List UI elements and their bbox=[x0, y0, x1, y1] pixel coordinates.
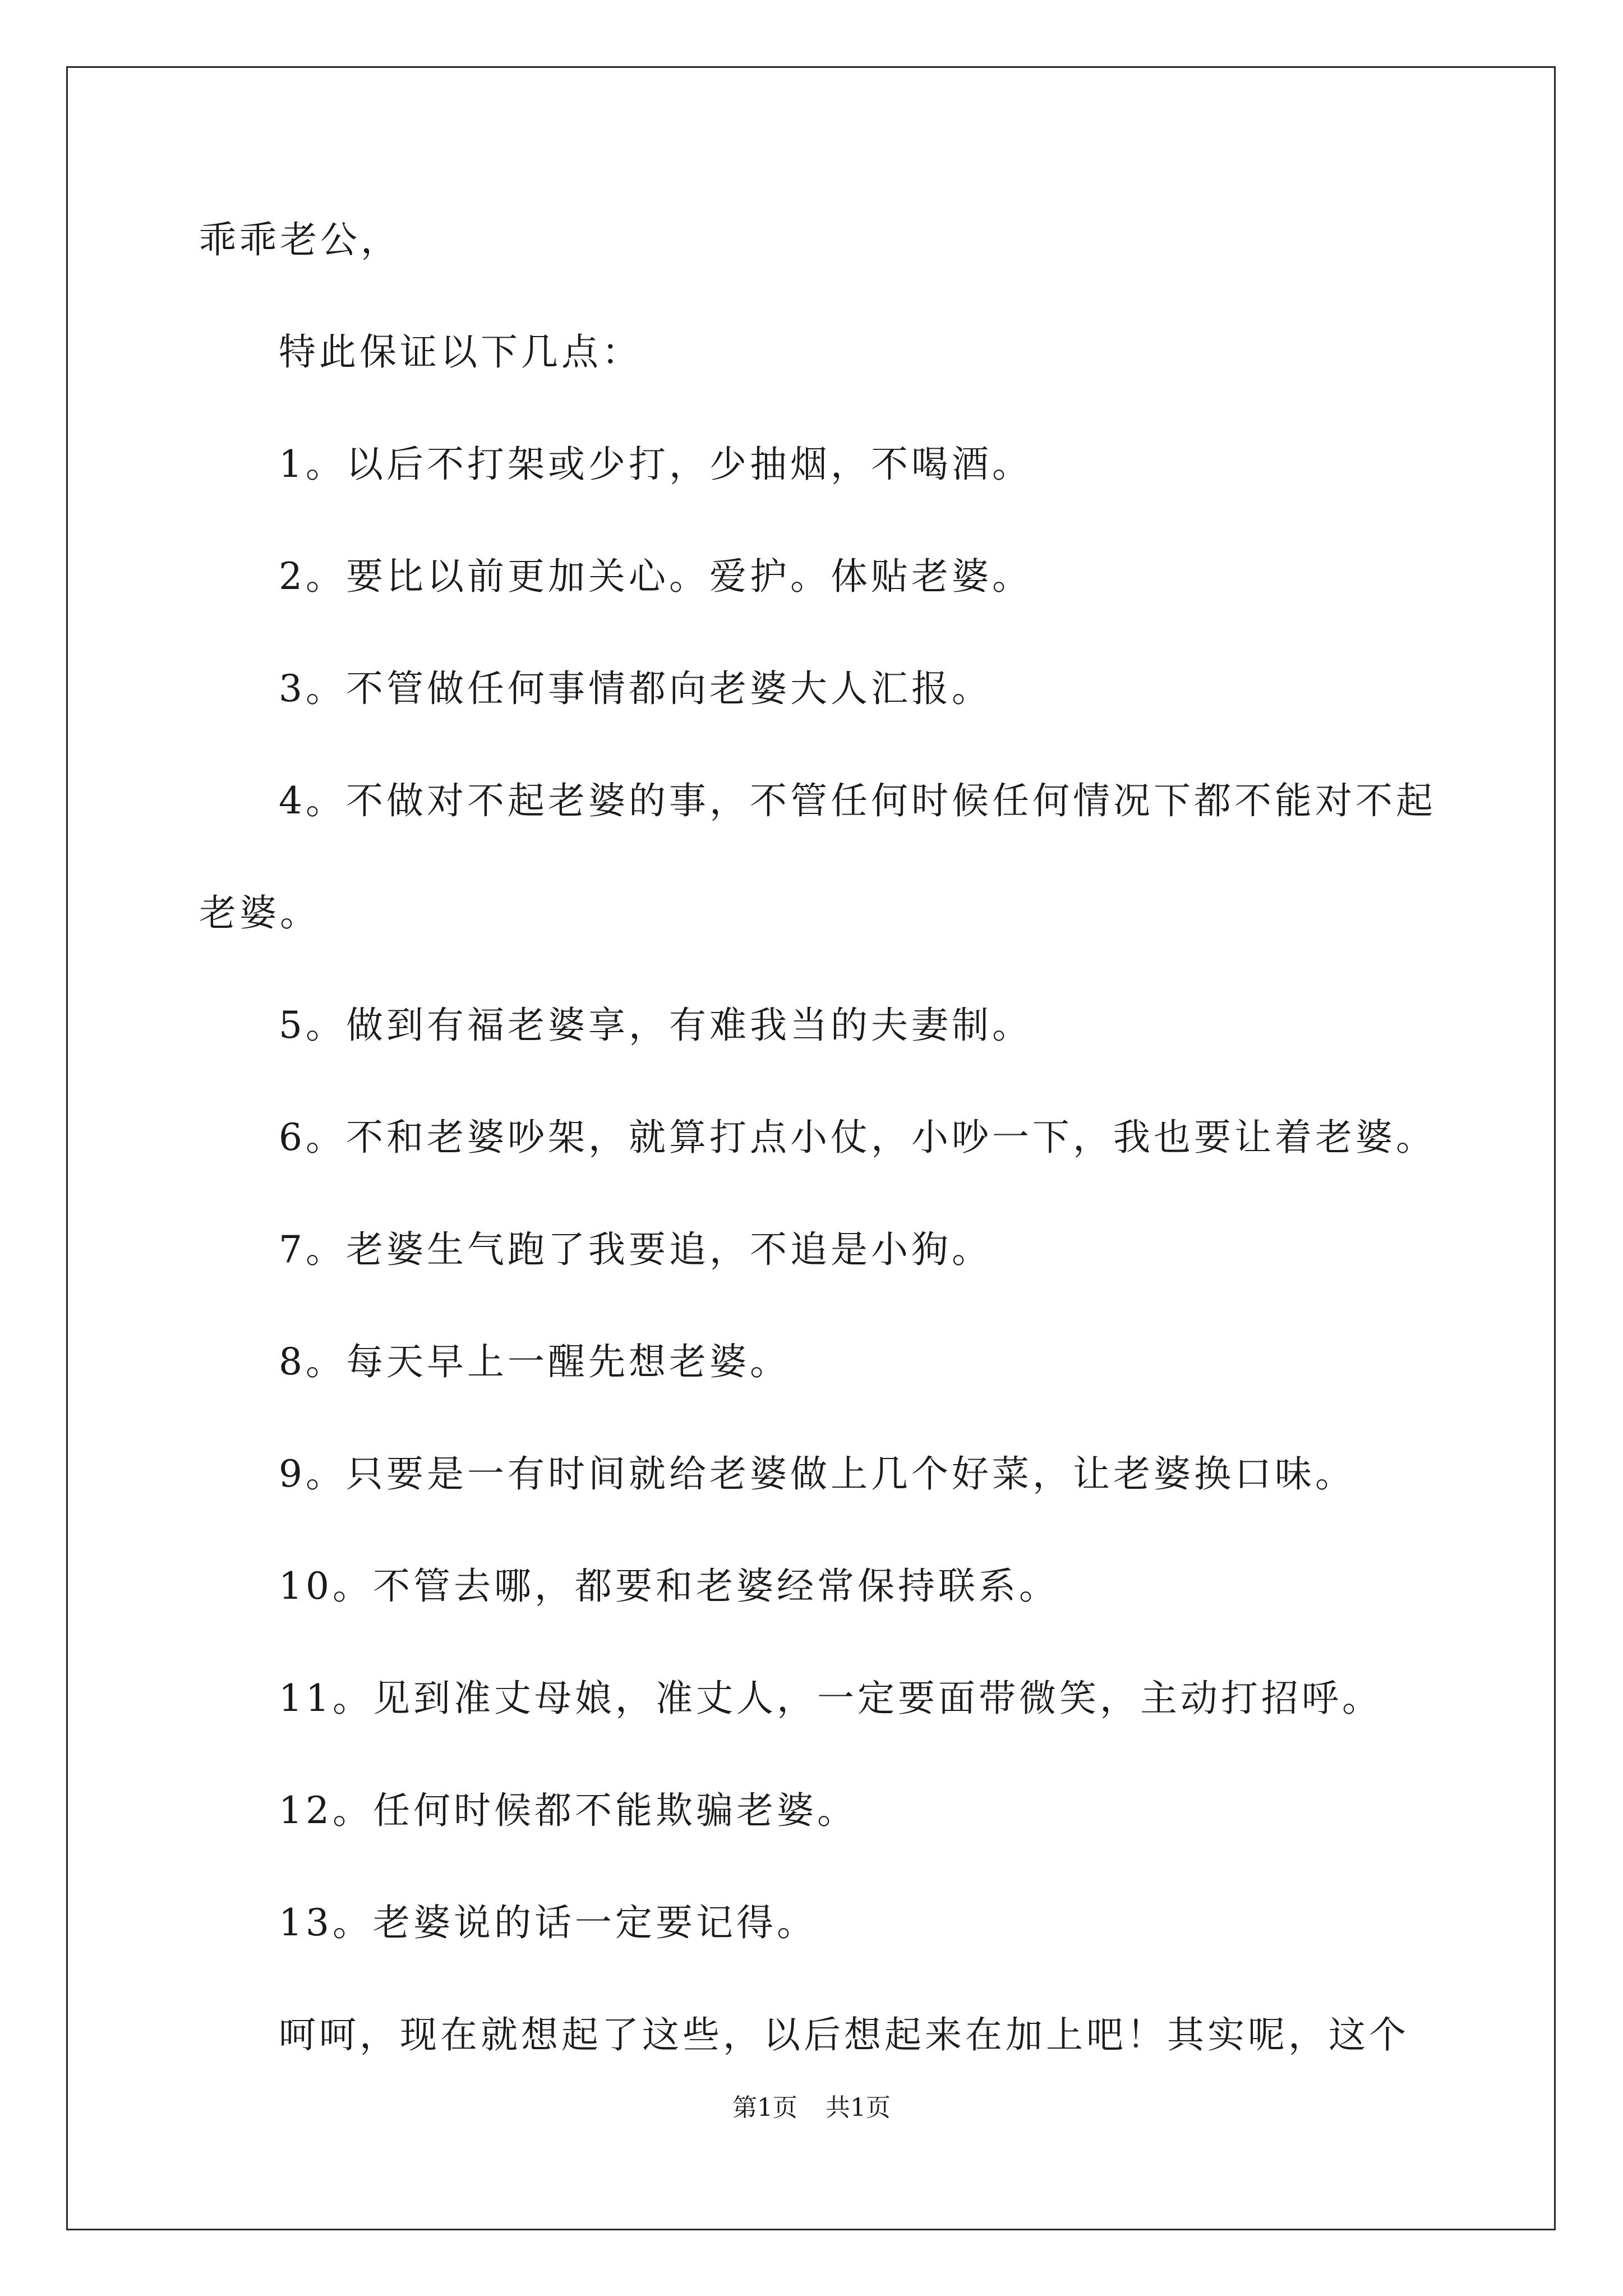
list-item: 1。以后不打架或少打，少抽烟，不喝酒。 bbox=[279, 443, 1032, 486]
list-item: 6。不和老婆吵架，就算打点小仗，小吵一下，我也要让着老婆。 bbox=[279, 1116, 1436, 1159]
list-item: 10。不管去哪，都要和老婆经常保持联系。 bbox=[279, 1565, 1059, 1608]
list-item: 5。做到有福老婆享，有难我当的夫妻制。 bbox=[279, 1004, 1032, 1047]
page-number-total: 共1页 bbox=[826, 2093, 891, 2122]
list-item: 11。见到准丈母娘，准丈人，一定要面带微笑，主动打招呼。 bbox=[279, 1677, 1382, 1720]
list-item: 3。不管做任何事情都向老婆大人汇报。 bbox=[279, 667, 992, 710]
salutation: 乖乖老公， bbox=[199, 218, 401, 261]
list-item: 13。老婆说的话一定要记得。 bbox=[279, 1901, 817, 1944]
page-number-current: 第1页 bbox=[732, 2093, 797, 2122]
list-item: 7。老婆生气跑了我要追，不追是小狗。 bbox=[279, 1228, 992, 1271]
list-item: 2。要比以前更加关心。爱护。体贴老婆。 bbox=[279, 555, 1032, 598]
intro-line: 特此保证以下几点： bbox=[279, 330, 642, 374]
list-item: 4。不做对不起老婆的事，不管任何时候任何情况下都不能对不起 bbox=[279, 779, 1436, 822]
list-item: 9。只要是一有时间就给老婆做上几个好菜，让老婆换口味。 bbox=[279, 1452, 1355, 1496]
list-item: 8。每天早上一醒先想老婆。 bbox=[279, 1340, 790, 1383]
closing-line: 呵呵，现在就想起了这些，以后想起来在加上吧！其实呢，这个 bbox=[279, 2013, 1409, 2056]
list-item-continuation: 老婆。 bbox=[199, 891, 320, 935]
page-footer bbox=[0, 2092, 1623, 2124]
list-item: 12。任何时候都不能欺骗老婆。 bbox=[279, 1789, 857, 1832]
